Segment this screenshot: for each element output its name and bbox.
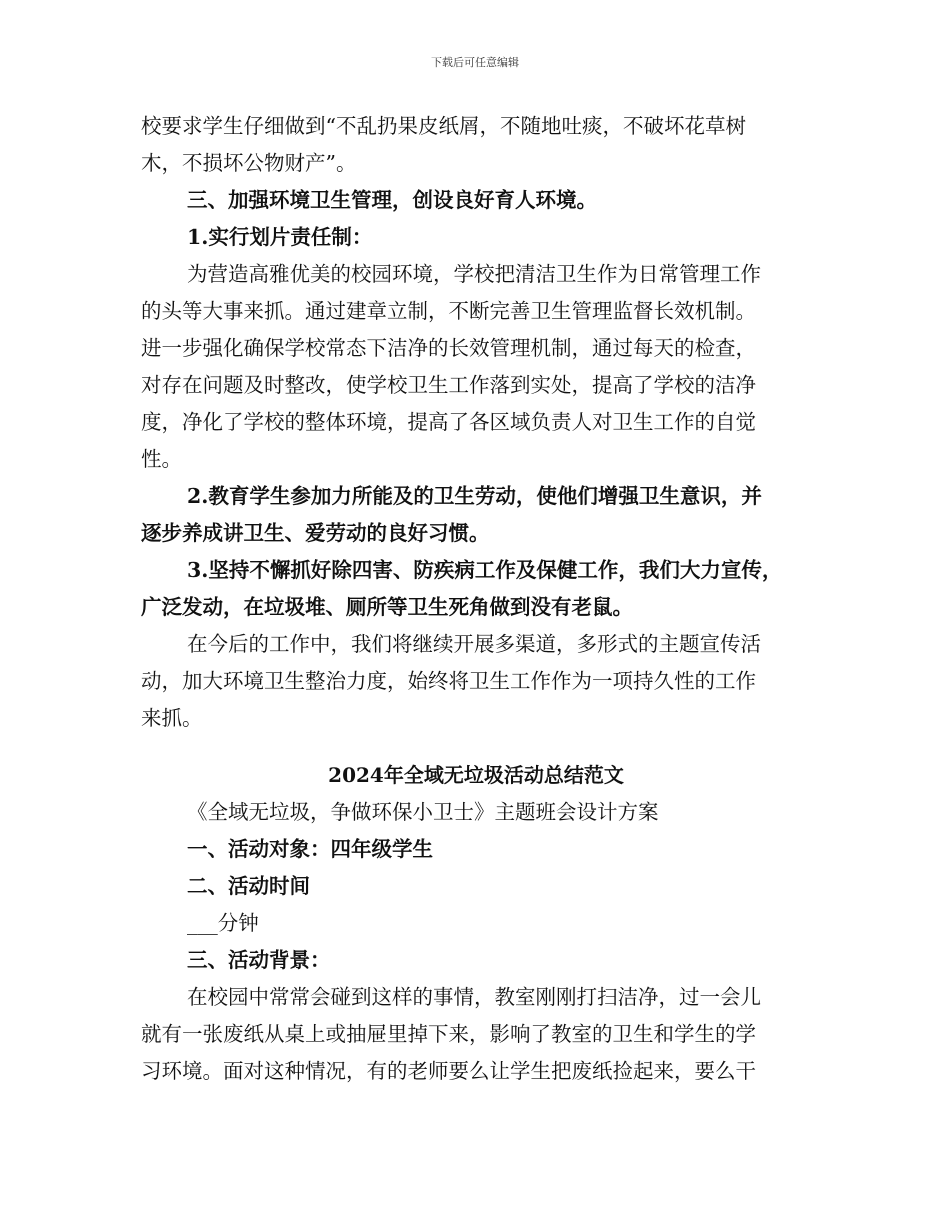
paragraph-line: 的头等大事来抓。通过建章立制，不断完善卫生管理监督长效机制。 (141, 299, 756, 323)
subtitle: 《全域无垃圾，争做环保小卫士》主题班会设计方案 (187, 800, 659, 824)
page-header: 下载后可任意编辑 (431, 56, 519, 69)
document-title: 2024年全域无垃圾活动总结范文 (328, 763, 624, 787)
bold-paragraph-line: 2.教育学生参加力所能及的卫生劳动，使他们增强卫生意识，并 (187, 484, 762, 508)
paragraph-line: 为营造高雅优美的校园环境，学校把清洁卫生作为日常管理工作 (187, 262, 761, 286)
bold-paragraph-line: 逐步养成讲卫生、爱劳动的良好习惯。 (141, 521, 490, 545)
paragraph-line: 性。 (141, 447, 182, 471)
paragraph-line: 度，净化了学校的整体环境，提高了各区域负责人对卫生工作的自觉 (141, 410, 756, 434)
paragraph-line: 在今后的工作中，我们将继续开展多渠道，多形式的主题宣传活 (187, 632, 761, 656)
duration-line: ___分钟 (187, 911, 259, 935)
bold-paragraph-line: 广泛发动，在垃圾堆、厕所等卫生死角做到没有老鼠。 (141, 595, 633, 619)
section-heading: 三、活动背景： (187, 948, 331, 972)
paragraph-line: 进一步强化确保学校常态下洁净的长效管理机制，通过每天的检查， (141, 336, 756, 360)
paragraph-line: 校要求学生仔细做到“不乱扔果皮纸屑，不随地吐痰，不破坏花草树 (141, 114, 746, 138)
section-heading: 三、加强环境卫生管理，创设良好育人环境。 (187, 188, 597, 212)
section-heading: 二、活动时间 (187, 874, 310, 898)
spacer (141, 737, 811, 757)
paragraph-line: 就有一张废纸从桌上或抽屉里掉下来，影响了教室的卫生和学生的学 (141, 1022, 756, 1046)
paragraph-line: 对存在问题及时整改，使学校卫生工作落到实处，提高了学校的洁净 (141, 373, 756, 397)
bold-paragraph-line: 3.坚持不懈抓好除四害、防疾病工作及保健工作，我们大力宣传， (187, 558, 783, 582)
paragraph-line: 在校园中常常会碰到这样的事情，教室刚刚打扫洁净，过一会儿 (187, 985, 761, 1009)
paragraph-line: 习环境。面对这种情况，有的老师要么让学生把废纸捡起来，要么干 (141, 1059, 756, 1083)
paragraph-line: 动，加大环境卫生整治力度，始终将卫生工作作为一项持久性的工作 (141, 669, 756, 693)
section-heading: 一、活动对象：四年级学生 (187, 837, 433, 861)
paragraph-line: 来抓。 (141, 706, 203, 730)
paragraph-line: 木，不损坏公物财产”。 (141, 151, 357, 175)
document-body (141, 108, 811, 1090)
subsection-heading: 1.实行划片责任制： (187, 225, 373, 249)
